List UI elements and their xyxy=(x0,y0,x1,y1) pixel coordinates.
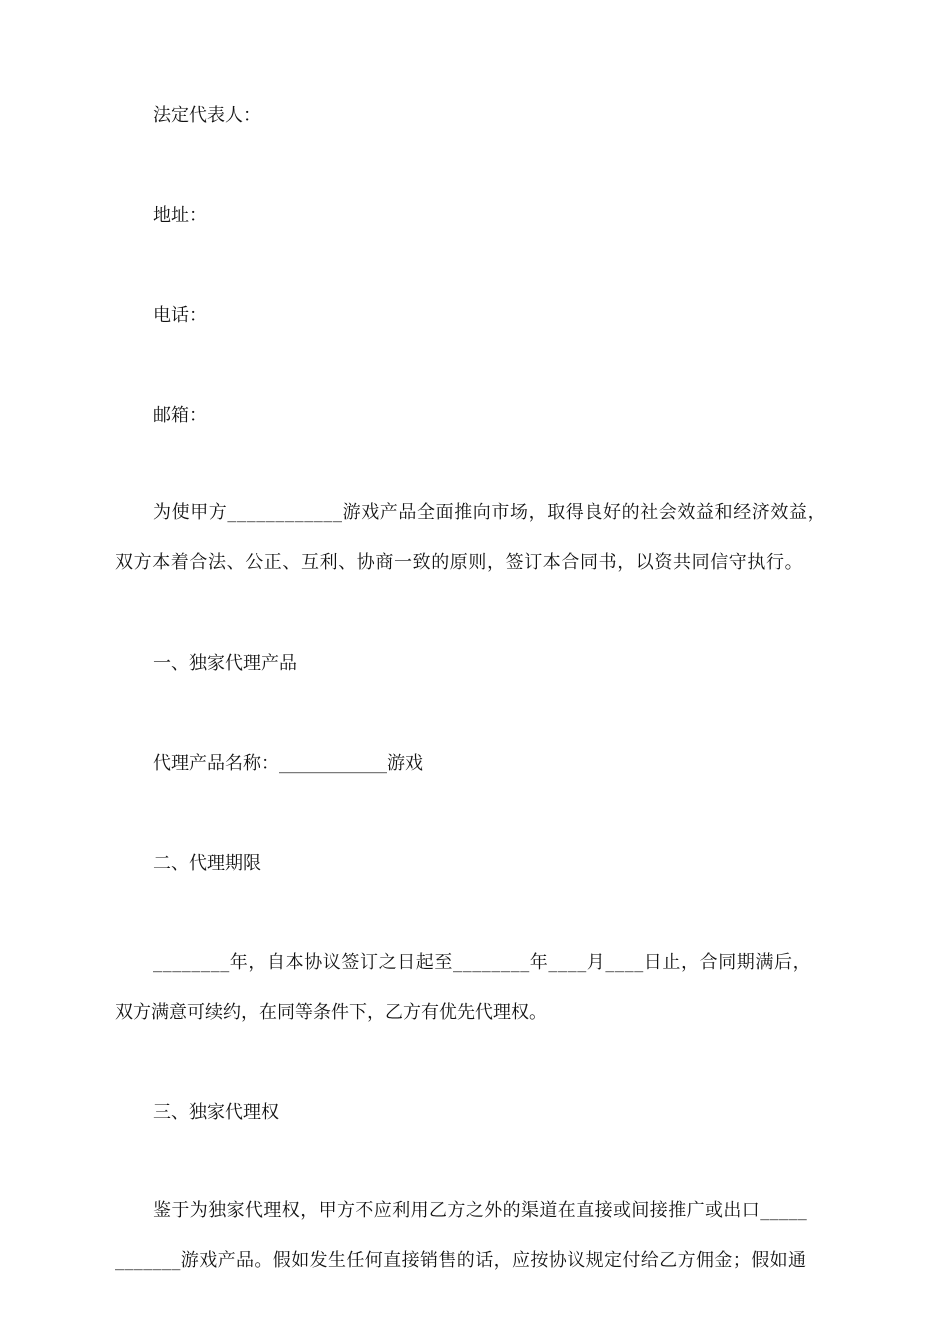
section-2-heading: 二、代理期限 xyxy=(153,853,261,874)
section-1-heading: 一、独家代理产品 xyxy=(153,653,297,674)
exclusive-rights-paragraph-line-2: _______游戏产品。假如发生任何直接销售的话，应按协议规定付给乙方佣金；假如通 xyxy=(115,1250,807,1271)
intro-paragraph-line-1: 为使甲方____________游戏产品全面推向市场，取得良好的社会效益和经济效益， xyxy=(153,502,827,523)
email-label: 邮箱： xyxy=(153,405,207,426)
intro-paragraph-line-2: 双方本着合法、公正、互利、协商一致的原则，签订本合同书，以资共同信守执行。 xyxy=(115,552,804,573)
product-name-line: 代理产品名称：____________游戏 xyxy=(153,753,423,774)
section-3-heading: 三、独家代理权 xyxy=(153,1102,279,1123)
term-paragraph-line-1: ________年，自本协议签订之日起至________年____月____日止，合同期满后， xyxy=(153,952,812,973)
exclusive-rights-paragraph-line-1: 鉴于为独家代理权，甲方不应利用乙方之外的渠道在直接或间接推广或出口_____ xyxy=(153,1200,808,1221)
address-label: 地址： xyxy=(153,205,207,226)
phone-label: 电话： xyxy=(153,305,207,326)
term-paragraph-line-2: 双方满意可续约，在同等条件下，乙方有优先代理权。 xyxy=(115,1002,547,1023)
legal-representative-label: 法定代表人： xyxy=(153,105,261,126)
